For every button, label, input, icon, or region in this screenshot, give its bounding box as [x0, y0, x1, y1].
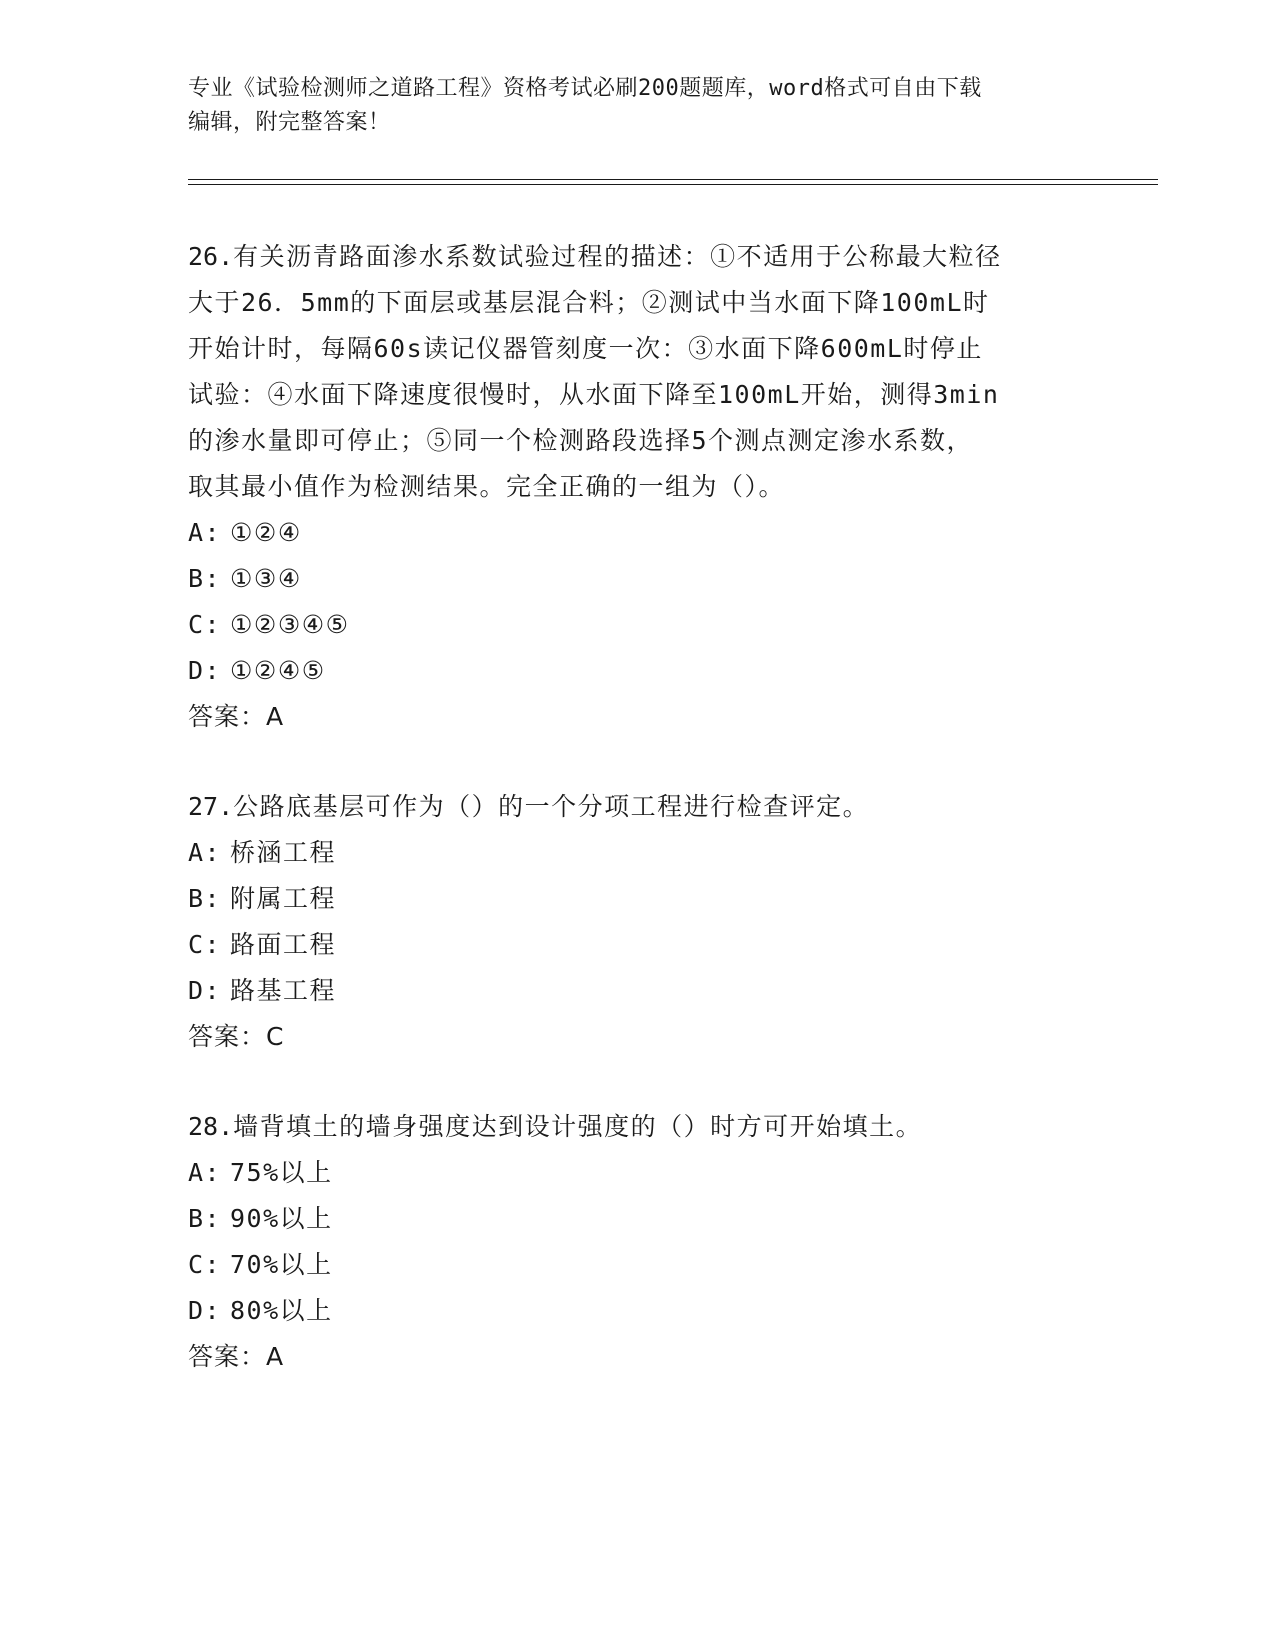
answer: 答案：A — [188, 1342, 285, 1371]
option-key: C: — [188, 1250, 222, 1279]
option-text: 路基工程 — [230, 976, 337, 1005]
option-text: ①③④ — [230, 564, 302, 593]
option-text: ①②④ — [230, 518, 302, 547]
question-stem — [188, 234, 1088, 510]
option-key: C: — [188, 930, 222, 959]
option-c — [188, 602, 1088, 648]
header-line-1: 专业《试验检测师之道路工程》资格考试必刷200题题库，word格式可自由下载 — [188, 76, 982, 101]
stem-line: 的渗水量即可停止；⑤同一个检测路段选择5个测点测定渗水系数， — [188, 426, 974, 455]
stem-text: 有关沥青路面渗水系数试验过程的描述：①不适用于公称最大粒径 — [233, 242, 1002, 271]
option-d — [188, 968, 1088, 1014]
option-key: C: — [188, 610, 222, 639]
question-27 — [188, 784, 1088, 1060]
option-c — [188, 922, 1088, 968]
question-list — [188, 234, 1088, 1424]
question-28 — [188, 1104, 1088, 1380]
answer: 答案：C — [188, 1022, 285, 1051]
option-b — [188, 1196, 1088, 1242]
option-d — [188, 648, 1088, 694]
stem-text: 墙背填土的墙身强度达到设计强度的（）时方可开始填土。 — [233, 1112, 923, 1141]
option-text: 桥涵工程 — [230, 838, 337, 867]
stem-line — [188, 234, 1088, 280]
option-key: B: — [188, 564, 222, 593]
question-26 — [188, 234, 1088, 740]
stem-line: 取其最小值作为检测结果。完全正确的一组为（）。 — [188, 472, 786, 501]
option-key: D: — [188, 656, 222, 685]
option-b — [188, 556, 1088, 602]
option-text: 路面工程 — [230, 930, 337, 959]
stem-line — [188, 784, 1088, 830]
option-key: D: — [188, 976, 222, 1005]
document-header — [188, 72, 1088, 140]
option-key: A: — [188, 1158, 222, 1187]
option-a — [188, 1150, 1088, 1196]
option-key: B: — [188, 1204, 222, 1233]
question-number: 27. — [188, 792, 234, 821]
option-c — [188, 1242, 1088, 1288]
option-text: 80%以上 — [230, 1296, 333, 1325]
option-key: B: — [188, 884, 222, 913]
option-text: 75%以上 — [230, 1158, 333, 1187]
option-text: ①②③④⑤ — [230, 610, 350, 639]
option-text: 90%以上 — [230, 1204, 333, 1233]
option-key: A: — [188, 518, 222, 547]
stem-text: 公路底基层可作为（）的一个分项工程进行检查评定。 — [233, 792, 870, 821]
stem-line: 大于26．5mm的下面层或基层混合料；②测试中当水面下降100mL时 — [188, 288, 990, 317]
question-stem — [188, 784, 1088, 830]
question-number: 28. — [188, 1112, 234, 1141]
option-d — [188, 1288, 1088, 1334]
stem-line — [188, 1104, 1088, 1150]
header-line-2: 编辑，附完整答案！ — [188, 110, 391, 135]
option-a — [188, 830, 1088, 876]
option-key: D: — [188, 1296, 222, 1325]
header-divider-top — [188, 179, 1158, 180]
question-number: 26. — [188, 242, 234, 271]
answer: 答案：A — [188, 702, 285, 731]
stem-line: 试验：④水面下降速度很慢时，从水面下降至100mL开始，测得3min — [188, 380, 1000, 409]
option-a — [188, 510, 1088, 556]
question-stem — [188, 1104, 1088, 1150]
header-divider-bottom — [188, 184, 1158, 185]
option-key: A: — [188, 838, 222, 867]
option-text: 70%以上 — [230, 1250, 333, 1279]
option-text: 附属工程 — [230, 884, 337, 913]
stem-line: 开始计时，每隔60s读记仪器管刻度一次：③水面下降600mL时停止 — [188, 334, 983, 363]
option-text: ①②④⑤ — [230, 656, 326, 685]
option-b — [188, 876, 1088, 922]
